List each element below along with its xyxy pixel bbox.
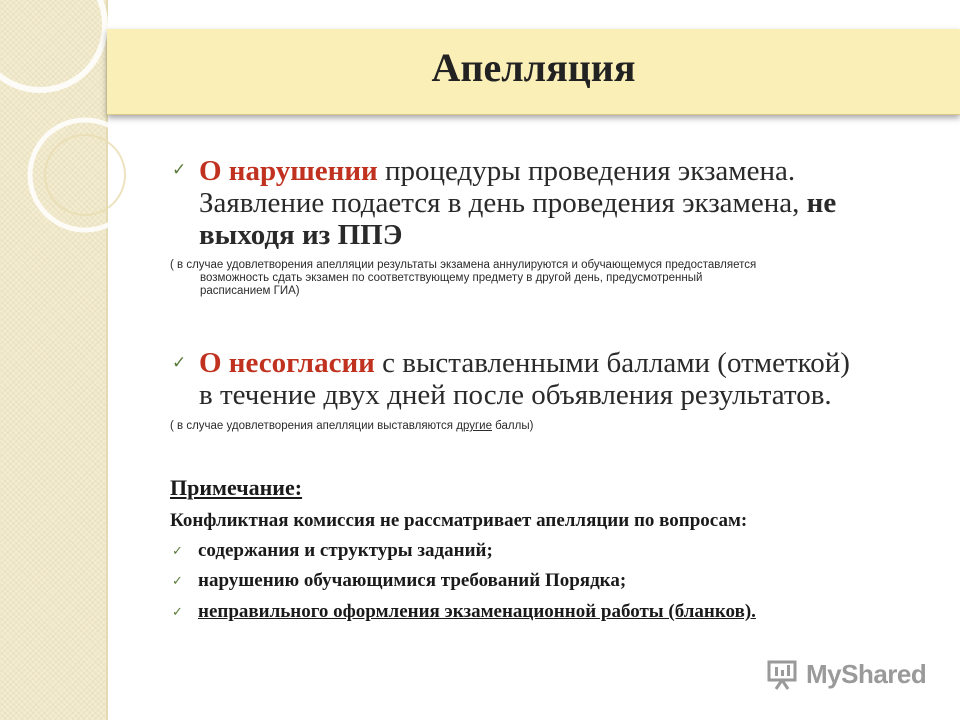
note-line: возможность сдать экзамен по соответствующему предмету в другой день, предусмотренный xyxy=(200,272,703,284)
note-line: ( в случае удовлетворения апелляции результаты экзамена аннулируются и обучающемуся предоставляется xyxy=(170,259,757,271)
item-lead: О несогласии xyxy=(199,347,375,379)
note-heading: Примечание: xyxy=(170,475,303,500)
checkmark-icon: ✓ xyxy=(172,544,183,559)
slide-title: Апелляция xyxy=(431,45,636,90)
checkmark-icon: ✓ xyxy=(172,605,183,620)
note-line: расписанием ГИА) xyxy=(200,285,300,297)
appeal-item-disagreement xyxy=(199,347,959,411)
checkmark-icon: ✓ xyxy=(172,353,187,373)
item-text: с выставленными баллами (отметкой) xyxy=(374,347,850,379)
item-bold-text: выходя из ППЭ xyxy=(199,219,403,251)
title-banner xyxy=(107,29,960,115)
item-text: процедуры проведения экзамена. xyxy=(377,155,796,187)
underlined-word: другие xyxy=(456,420,492,432)
presentation-icon xyxy=(766,657,800,691)
checkmark-icon: ✓ xyxy=(172,574,183,589)
checkmark-icon: ✓ xyxy=(172,160,187,180)
appeal-item-note xyxy=(170,259,910,298)
appeal-item-note: ( в случае удовлетворения апелляции выставляются другие баллы) xyxy=(170,420,534,432)
item-text: Заявление подается в день проведения экзамена, xyxy=(199,187,800,219)
note-list-item: нарушению обучающимися требований Порядка; xyxy=(198,570,627,591)
item-bold-text: не xyxy=(806,187,837,219)
appeal-item-violation xyxy=(199,155,939,251)
note-intro: Конфликтная комиссия не рассматривает апелляции по вопросам: xyxy=(170,510,748,531)
note-list-item: содержания и структуры заданий; xyxy=(198,540,493,561)
item-text: в течение двух дней после объявления результатов. xyxy=(199,379,832,411)
watermark xyxy=(766,657,926,691)
watermark-text: MyShared xyxy=(806,659,927,689)
note-list-item: неправильного оформления экзаменационной работы (бланков). xyxy=(198,601,756,622)
item-lead: О нарушении xyxy=(199,155,378,187)
